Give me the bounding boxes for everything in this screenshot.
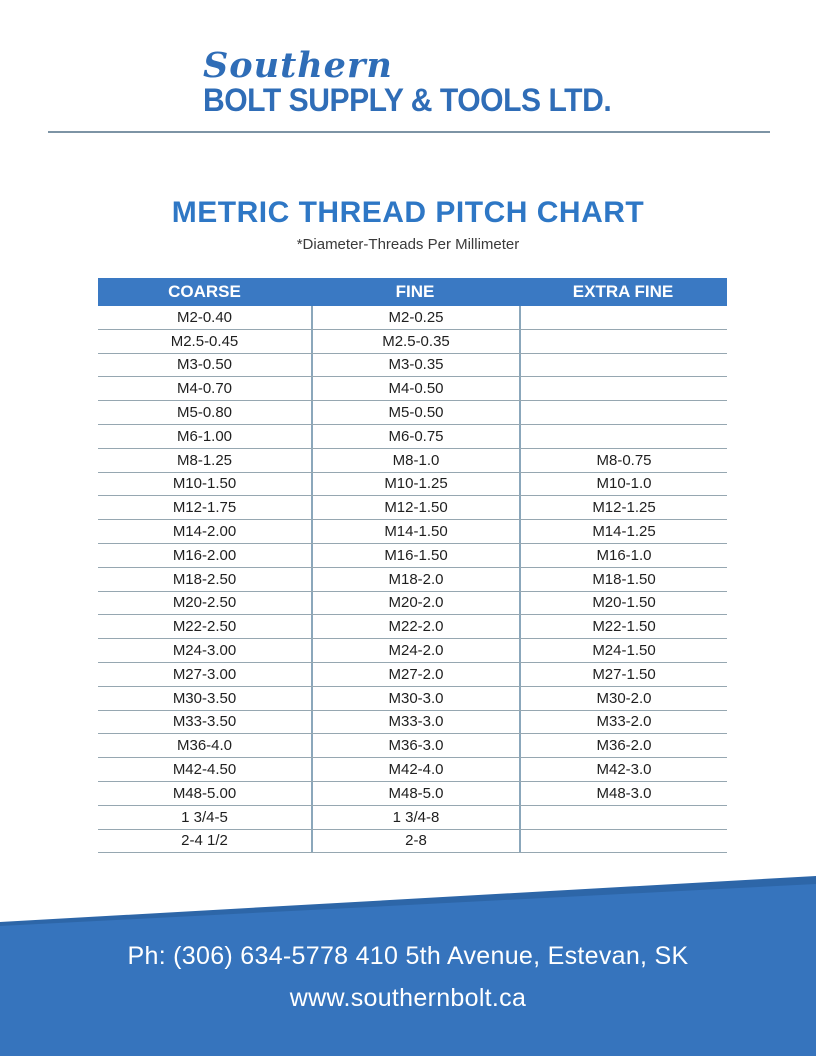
table-cell (519, 401, 727, 424)
table-cell: 1 3/4-8 (311, 806, 519, 829)
table-cell: M2-0.40 (176, 308, 233, 326)
table-row (98, 639, 727, 663)
table-row (98, 711, 727, 735)
thread-pitch-table (98, 278, 727, 853)
table-header-row (98, 278, 727, 306)
page-title: METRIC THREAD PITCH CHART (171, 196, 645, 229)
table-cell: M3-0.35 (311, 354, 519, 377)
table-header-coarse: COARSE (168, 282, 241, 301)
table-cell: M30-3.50 (172, 689, 237, 707)
table-cell (519, 377, 727, 400)
table-cell: M27-2.0 (311, 663, 519, 686)
table-cell: M48-5.00 (172, 784, 237, 802)
table-cell: M42-4.50 (172, 761, 237, 779)
table-cell: M4-0.70 (176, 380, 233, 398)
table-cell: M36-3.0 (311, 734, 519, 757)
table-cell: M18-1.50 (519, 568, 727, 591)
table-cell: 2-4 1/2 (181, 832, 228, 850)
footer-website: www.southernbolt.ca (289, 984, 527, 1012)
table-cell (519, 425, 727, 448)
table-cell: M2-0.25 (311, 306, 519, 329)
table-cell: M8-0.75 (519, 449, 727, 472)
table-cell: M3-0.50 (176, 356, 233, 374)
table-cell: M36-2.0 (519, 734, 727, 757)
table-cell: M24-3.00 (172, 642, 237, 660)
table-cell: M24-1.50 (519, 639, 727, 662)
table-cell: M22-1.50 (519, 615, 727, 638)
table-cell: M10-1.25 (311, 473, 519, 496)
logo-company-name: BOLT SUPPLY & TOOLS LTD. (203, 82, 612, 118)
table-cell: M27-3.00 (172, 665, 237, 683)
table-cell: M48-5.0 (311, 782, 519, 805)
table-row (98, 425, 727, 449)
table-cell: M20-2.0 (311, 592, 519, 615)
table-cell: M30-2.0 (519, 687, 727, 710)
company-logo (203, 45, 637, 118)
table-row (98, 544, 727, 568)
table-cell: M36-4.0 (176, 737, 233, 755)
table-row (98, 782, 727, 806)
table-cell: M5-0.80 (176, 404, 233, 422)
table-row (98, 687, 727, 711)
table-cell: M5-0.50 (311, 401, 519, 424)
table-row (98, 473, 727, 497)
header-divider (48, 131, 770, 133)
table-cell: M8-1.0 (311, 449, 519, 472)
table-cell: M24-2.0 (311, 639, 519, 662)
table-cell: M42-4.0 (311, 758, 519, 781)
table-row (98, 830, 727, 854)
table-cell: M33-2.0 (519, 711, 727, 734)
table-cell: M33-3.50 (172, 713, 237, 731)
table-cell: M18-2.50 (172, 570, 237, 588)
table-cell (519, 330, 727, 353)
table-row (98, 496, 727, 520)
table-cell: M4-0.50 (311, 377, 519, 400)
table-cell: M42-3.0 (519, 758, 727, 781)
page-footer (0, 876, 816, 1056)
table-cell: M12-1.75 (172, 499, 237, 517)
table-cell: M2.5-0.45 (170, 332, 239, 350)
table-row (98, 663, 727, 687)
table-cell: M30-3.0 (311, 687, 519, 710)
table-cell: M8-1.25 (176, 451, 233, 469)
table-cell: M33-3.0 (311, 711, 519, 734)
table-cell: 2-8 (311, 830, 519, 853)
table-cell: M10-1.50 (172, 475, 237, 493)
table-cell: M18-2.0 (311, 568, 519, 591)
table-body (98, 306, 727, 853)
table-cell: M6-1.00 (176, 427, 233, 445)
table-cell: M22-2.50 (172, 618, 237, 636)
table-header-fine: FINE (395, 282, 435, 301)
table-row (98, 615, 727, 639)
table-cell (519, 830, 727, 853)
logo-script-name: Southern (203, 45, 393, 86)
table-cell: M12-1.50 (311, 496, 519, 519)
table-header-extra-fine: EXTRA FINE (572, 282, 674, 301)
table-cell: M22-2.0 (311, 615, 519, 638)
table-cell: M16-1.50 (311, 544, 519, 567)
footer-contact-line: Ph: (306) 634-5778 410 5th Avenue, Estevan, SK (127, 942, 689, 970)
table-row (98, 806, 727, 830)
page-subtitle: *Diameter-Threads Per Millimeter (296, 236, 520, 253)
table-row (98, 758, 727, 782)
table-cell (519, 354, 727, 377)
table-cell: M14-2.00 (172, 523, 237, 541)
table-cell: M20-2.50 (172, 594, 237, 612)
table-cell: M48-3.0 (519, 782, 727, 805)
table-row (98, 377, 727, 401)
table-row (98, 401, 727, 425)
table-row (98, 734, 727, 758)
table-cell: M10-1.0 (519, 473, 727, 496)
table-row (98, 592, 727, 616)
table-row (98, 520, 727, 544)
table-cell: 1 3/4-5 (181, 808, 228, 826)
table-row (98, 354, 727, 378)
table-row (98, 330, 727, 354)
table-cell: M2.5-0.35 (311, 330, 519, 353)
table-cell: M20-1.50 (519, 592, 727, 615)
table-row (98, 449, 727, 473)
table-cell: M16-1.0 (519, 544, 727, 567)
table-cell: M14-1.50 (311, 520, 519, 543)
table-cell: M27-1.50 (519, 663, 727, 686)
table-cell: M6-0.75 (311, 425, 519, 448)
table-cell: M14-1.25 (519, 520, 727, 543)
table-row (98, 568, 727, 592)
table-row (98, 306, 727, 330)
table-cell (519, 806, 727, 829)
table-cell (519, 306, 727, 329)
table-cell: M12-1.25 (519, 496, 727, 519)
table-cell: M16-2.00 (172, 546, 237, 564)
